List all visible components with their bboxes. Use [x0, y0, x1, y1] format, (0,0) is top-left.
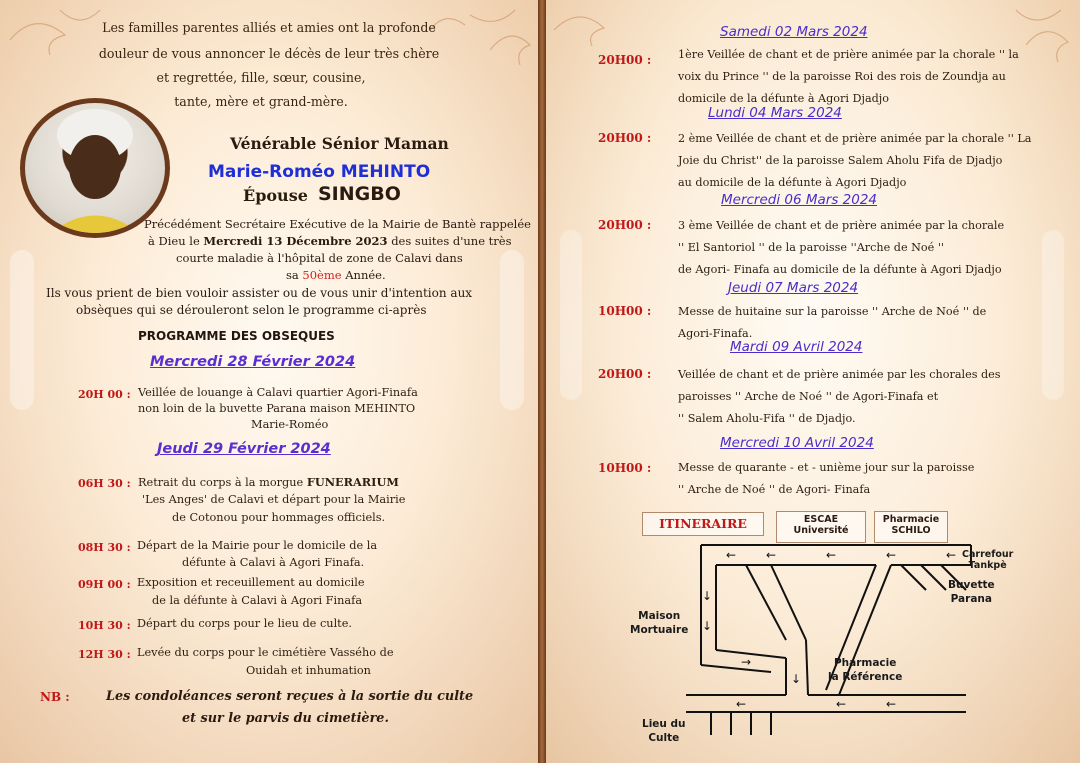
itinerary-map	[546, 0, 1080, 763]
fold-divider	[538, 0, 546, 763]
event-3-time: 08H 30 :	[78, 541, 131, 554]
nb-line-2: et sur le parvis du cimetière.	[182, 711, 389, 726]
bio-line-2	[148, 234, 512, 248]
event-r5-date: Mardi 09 Avril 2024	[730, 339, 863, 355]
landmark-escae-line-2: Université	[793, 525, 849, 536]
event-2-line-1-text: Retrait du corps à la morgue	[138, 476, 304, 489]
intro-line-2: douleur de vous annoncer le décès de leur très chère	[98, 46, 440, 61]
arrow-7: ↓	[702, 619, 713, 633]
event-r5-line-3: '' Salem Aholu-Fifa '' de Djadjo.	[678, 412, 856, 425]
arrow-12: ←	[736, 697, 747, 711]
bio-line-3: courte maladie à l'hôpital de zone de Calavi dans	[176, 251, 463, 265]
portrait-illustration	[25, 103, 165, 233]
invite-line-1: Ils vous prient de bien vouloir assister ou de vous unir d'intention aux	[46, 286, 473, 300]
intro-line-4: tante, mère et grand-mère.	[174, 94, 348, 109]
deceased-name: Marie-Roméo MEHINTO	[208, 162, 431, 182]
intro-line-3: et regrettée, fille, sœur, cousine,	[156, 70, 366, 85]
arrow-9: ↓	[791, 672, 802, 686]
event-r1-line-2: voix du Prince '' de la paroisse Roi des rois de Zoundja au	[678, 70, 1006, 83]
program-title: PROGRAMME DES OBSEQUES	[138, 329, 335, 343]
landmark-schilo-line-2: SCHILO	[891, 525, 931, 536]
label-carrefour-line-1: Carrefour	[962, 549, 1014, 560]
right-page	[546, 0, 1080, 763]
event-4-line-2: de la défunte à Calavi à Agori Finafa	[152, 594, 363, 607]
event-r3-line-3: de Agori- Finafa au domicile de la défunte à Agori Djadjo	[678, 263, 1002, 276]
arrow-4: ←	[766, 548, 777, 562]
arrow-1: ←	[946, 548, 957, 562]
bio-death-suffix: des suites d'une très	[391, 234, 512, 248]
arrow-3: ←	[826, 548, 837, 562]
event-1-time: 20H 00 :	[78, 388, 131, 401]
event-r3-date: Mercredi 06 Mars 2024	[721, 192, 878, 208]
bio-age-prefix: sa	[286, 268, 299, 282]
invite-line-2: obsèques qui se dérouleront selon le programme ci-après	[76, 303, 427, 317]
event-2-line-3: de Cotonou pour hommages officiels.	[172, 511, 386, 524]
event-r5-time: 20H00 :	[598, 367, 652, 381]
arrow-8: →	[741, 655, 752, 669]
road-mid-outer	[701, 665, 771, 672]
event-1-line-3: Marie-Roméo	[251, 418, 329, 431]
bio-line-4	[286, 268, 386, 282]
landmark-schilo-line-1: Pharmacie	[882, 514, 940, 525]
label-pharmacie-reference	[828, 656, 902, 684]
event-2-line-2: 'Les Anges' de Calavi et départ pour la Mairie	[142, 493, 406, 506]
nb-line-1: Les condoléances seront reçues à la sortie du culte	[106, 689, 474, 704]
left-page	[0, 0, 538, 763]
label-maison-mortuaire	[630, 609, 688, 637]
day-2-date: Jeudi 29 Février 2024	[157, 441, 331, 457]
honorific: Vénérable Sénior Maman	[230, 134, 449, 153]
road-branch-1	[901, 565, 926, 590]
event-r1-date: Samedi 02 Mars 2024	[720, 24, 868, 40]
event-r2-line-3: au domicile de la défunte à Agori Djadjo	[678, 176, 907, 189]
funerarium-name: FUNERARIUM	[306, 475, 399, 489]
label-maison-line-1: Maison	[638, 610, 681, 622]
arrow-2: ←	[886, 548, 897, 562]
event-1-line-2: non loin de la buvette Parana maison MEHINTO	[138, 402, 416, 415]
event-5-time: 10H 30 :	[78, 619, 131, 632]
event-1-line-1: Veillée de louange à Calavi quartier Agori-Finafa	[138, 386, 418, 399]
label-pharmacie-line-2: la Référence	[828, 671, 903, 683]
event-4-line-1: Exposition et receuillement au domicile	[137, 576, 365, 589]
event-r4-line-1: Messe de huitaine sur la paroisse '' Arche de Noé '' de	[678, 305, 987, 318]
bio-line-1: Précédément Secrétaire Exécutive de la Mairie de Bantè rappelée	[144, 217, 531, 231]
event-r6-line-2: '' Arche de Noé '' de Agori- Finafa	[678, 483, 871, 496]
spouse-name: SINGBO	[318, 183, 401, 205]
event-r3-line-2: '' El Santoriol '' de la paroisse ''Arche de Noé ''	[678, 241, 944, 254]
day-1-date: Mercredi 28 Février 2024	[150, 354, 356, 370]
itinerary-title: ITINERAIRE	[642, 512, 764, 536]
event-r6-line-1: Messe de quarante - et - unième jour sur la paroisse	[678, 461, 975, 474]
event-r2-time: 20H00 :	[598, 131, 652, 145]
event-r3-time: 20H00 :	[598, 218, 652, 232]
label-carrefour-line-2: Tankpè	[968, 560, 1007, 571]
label-pharmacie-line-1: Pharmacie	[833, 657, 897, 669]
spouse-prefix: Épouse	[243, 186, 308, 205]
arrow-11: ←	[886, 697, 897, 711]
intro-line-1: Les familles parentes alliés et amies ont la profonde	[102, 20, 436, 35]
label-lieu-line-2: Culte	[648, 732, 680, 744]
event-r2-line-1: 2 ème Veillée de chant et de prière animée par la chorale '' La	[678, 132, 1032, 145]
event-r5-line-1: Veillée de chant et de prière animée par les chorales des	[678, 368, 1001, 381]
road-diagonal-2	[771, 565, 806, 640]
road-branch-2	[921, 565, 946, 590]
event-r3-line-1: 3 ème Veillée de chant et de prière animée par la chorale	[678, 219, 1005, 232]
arrow-10: ←	[836, 697, 847, 711]
road-vertical-1	[806, 640, 808, 695]
event-6-line-1: Levée du corps pour le cimétière Vassého de	[137, 646, 394, 659]
event-r1-line-3: domicile de la défunte à Agori Djadjo	[678, 92, 889, 105]
label-buvette	[948, 578, 995, 606]
death-date: Mercredi 13 Décembre 2023	[203, 234, 388, 248]
landmark-escae-line-1: ESCAE	[803, 514, 839, 525]
map-roads	[686, 545, 971, 735]
event-3-line-2: défunte à Calavi à Agori Finafa.	[182, 556, 365, 569]
event-r4-date: Jeudi 07 Mars 2024	[728, 280, 859, 296]
event-6-time: 12H 30 :	[78, 648, 131, 661]
event-r4-time: 10H00 :	[598, 304, 652, 318]
label-buvette-line-2: Parana	[950, 593, 992, 605]
label-carrefour	[962, 549, 1013, 571]
nb-label: NB :	[40, 690, 70, 704]
event-5-line-1: Départ du corps pour le lieu de culte.	[137, 617, 352, 630]
bio-age-suffix: Année.	[345, 268, 386, 282]
event-6-line-2: Ouidah et inhumation	[246, 664, 371, 677]
label-maison-line-2: Mortuaire	[630, 624, 689, 636]
event-2-line-1	[138, 475, 399, 489]
arrow-5: ←	[726, 548, 737, 562]
event-r1-line-1: 1ère Veillée de chant et de prière animée par la chorale '' la	[678, 48, 1019, 61]
label-buvette-line-1: Buvette	[948, 579, 995, 591]
map-arrows	[702, 548, 956, 711]
event-4-time: 09H 00 :	[78, 578, 131, 591]
event-r5-line-2: paroisses '' Arche de Noé '' de Agori-Finafa et	[678, 390, 939, 403]
event-r1-time: 20H00 :	[598, 53, 652, 67]
arrow-6: ↓	[702, 589, 713, 603]
bio-death-prefix: à Dieu le	[148, 234, 200, 248]
label-lieu-line-1: Lieu du	[642, 718, 686, 730]
road-diagonal-1	[746, 565, 786, 640]
event-r6-date: Mercredi 10 Avril 2024	[720, 435, 874, 451]
label-lieu-culte	[642, 717, 686, 745]
event-r6-time: 10H00 :	[598, 461, 652, 475]
event-3-line-1: Départ de la Mairie pour le domicile de la	[137, 539, 378, 552]
age: 50ème	[302, 268, 342, 282]
event-r4-line-2: Agori-Finafa.	[678, 327, 753, 340]
event-r2-date: Lundi 04 Mars 2024	[708, 105, 842, 121]
event-r2-line-2: Joie du Christ'' de la paroisse Salem Aholu Fifa de Djadjo	[678, 154, 1003, 167]
event-2-time: 06H 30 :	[78, 477, 131, 490]
